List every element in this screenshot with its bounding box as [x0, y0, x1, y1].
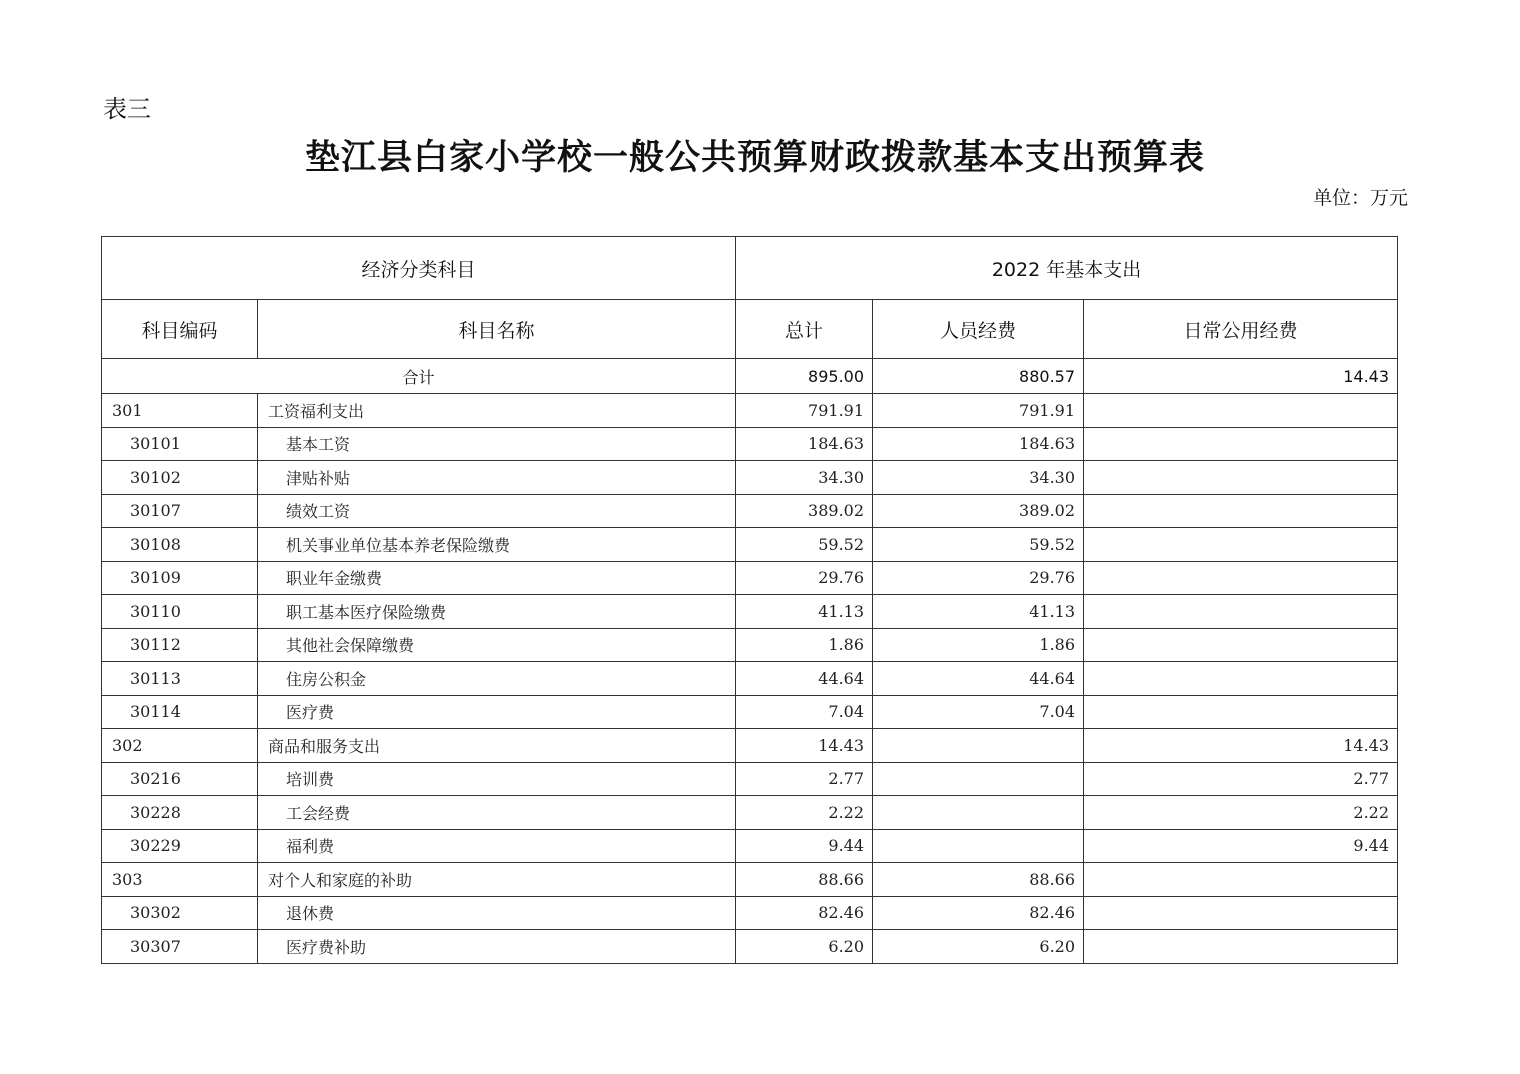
row-personnel: 791.91	[873, 394, 1084, 428]
row-public	[1084, 461, 1398, 495]
row-public	[1084, 930, 1398, 964]
row-total: 6.20	[736, 930, 873, 964]
table-row	[102, 863, 1398, 897]
row-total: 791.91	[736, 394, 873, 428]
year-group-header: 2022 年基本支出	[736, 237, 1398, 300]
row-code: 30113	[102, 662, 258, 696]
row-personnel: 82.46	[873, 896, 1084, 930]
row-code: 30228	[102, 796, 258, 830]
personnel-column-header: 人员经费	[873, 300, 1084, 359]
table-row	[102, 494, 1398, 528]
row-public	[1084, 528, 1398, 562]
row-public: 2.22	[1084, 796, 1398, 830]
row-total: 82.46	[736, 896, 873, 930]
category-group-header: 经济分类科目	[102, 237, 736, 300]
table-row	[102, 896, 1398, 930]
row-public	[1084, 427, 1398, 461]
row-code: 30112	[102, 628, 258, 662]
row-public	[1084, 394, 1398, 428]
sum-personnel: 880.57	[873, 359, 1084, 394]
table-row	[102, 528, 1398, 562]
row-name: 其他社会保障缴费	[258, 628, 736, 662]
row-personnel: 184.63	[873, 427, 1084, 461]
row-name: 对个人和家庭的补助	[258, 863, 736, 897]
row-code: 30110	[102, 595, 258, 629]
row-total: 29.76	[736, 561, 873, 595]
row-public	[1084, 494, 1398, 528]
row-code: 30101	[102, 427, 258, 461]
row-total: 389.02	[736, 494, 873, 528]
row-code: 30302	[102, 896, 258, 930]
row-code: 30102	[102, 461, 258, 495]
unit-label: 单位：万元	[1312, 187, 1408, 209]
row-code: 301	[102, 394, 258, 428]
row-public	[1084, 863, 1398, 897]
row-total: 59.52	[736, 528, 873, 562]
row-personnel: 44.64	[873, 662, 1084, 696]
row-total: 184.63	[736, 427, 873, 461]
row-public	[1084, 662, 1398, 696]
table-row	[102, 595, 1398, 629]
table-row	[102, 628, 1398, 662]
table-row	[102, 662, 1398, 696]
row-total: 2.77	[736, 762, 873, 796]
row-personnel: 34.30	[873, 461, 1084, 495]
sum-row	[102, 359, 1398, 394]
row-personnel: 7.04	[873, 695, 1084, 729]
table-row	[102, 695, 1398, 729]
budget-table	[101, 236, 1398, 964]
row-public: 14.43	[1084, 729, 1398, 763]
table-row	[102, 762, 1398, 796]
row-public	[1084, 695, 1398, 729]
row-name: 职工基本医疗保险缴费	[258, 595, 736, 629]
table-row	[102, 561, 1398, 595]
row-code: 30216	[102, 762, 258, 796]
row-name: 商品和服务支出	[258, 729, 736, 763]
sum-total: 895.00	[736, 359, 873, 394]
row-total: 41.13	[736, 595, 873, 629]
row-code: 30307	[102, 930, 258, 964]
row-name: 医疗费	[258, 695, 736, 729]
row-total: 14.43	[736, 729, 873, 763]
page-title: 垫江县白家小学校一般公共预算财政拨款基本支出预算表	[304, 137, 1205, 178]
row-code: 30114	[102, 695, 258, 729]
row-total: 34.30	[736, 461, 873, 495]
row-total: 88.66	[736, 863, 873, 897]
row-name: 退休费	[258, 896, 736, 930]
row-total: 1.86	[736, 628, 873, 662]
row-code: 30109	[102, 561, 258, 595]
row-total: 44.64	[736, 662, 873, 696]
sum-label: 合计	[102, 359, 736, 394]
row-name: 福利费	[258, 829, 736, 863]
code-column-header: 科目编码	[102, 300, 258, 359]
row-personnel: 41.13	[873, 595, 1084, 629]
table-number-label: 表三	[103, 95, 151, 123]
row-public	[1084, 628, 1398, 662]
row-personnel: 88.66	[873, 863, 1084, 897]
row-public	[1084, 595, 1398, 629]
row-personnel	[873, 729, 1084, 763]
public-column-header: 日常公用经费	[1084, 300, 1398, 359]
row-code: 30229	[102, 829, 258, 863]
row-personnel	[873, 762, 1084, 796]
row-public	[1084, 896, 1398, 930]
row-name: 机关事业单位基本养老保险缴费	[258, 528, 736, 562]
row-personnel: 6.20	[873, 930, 1084, 964]
table-row	[102, 796, 1398, 830]
total-column-header: 总计	[736, 300, 873, 359]
row-code: 30108	[102, 528, 258, 562]
row-name: 医疗费补助	[258, 930, 736, 964]
sum-public: 14.43	[1084, 359, 1398, 394]
row-personnel: 29.76	[873, 561, 1084, 595]
row-total: 2.22	[736, 796, 873, 830]
row-code: 302	[102, 729, 258, 763]
row-total: 9.44	[736, 829, 873, 863]
table-row	[102, 394, 1398, 428]
row-name: 工会经费	[258, 796, 736, 830]
row-total: 7.04	[736, 695, 873, 729]
table-row	[102, 427, 1398, 461]
name-column-header: 科目名称	[258, 300, 736, 359]
row-name: 住房公积金	[258, 662, 736, 696]
row-personnel	[873, 829, 1084, 863]
row-code: 303	[102, 863, 258, 897]
row-personnel	[873, 796, 1084, 830]
group-header-row	[102, 237, 1398, 300]
row-public	[1084, 561, 1398, 595]
row-name: 工资福利支出	[258, 394, 736, 428]
column-header-row	[102, 300, 1398, 359]
row-name: 职业年金缴费	[258, 561, 736, 595]
row-name: 绩效工资	[258, 494, 736, 528]
row-personnel: 389.02	[873, 494, 1084, 528]
table-row	[102, 461, 1398, 495]
row-personnel: 59.52	[873, 528, 1084, 562]
table-row	[102, 930, 1398, 964]
row-code: 30107	[102, 494, 258, 528]
row-name: 基本工资	[258, 427, 736, 461]
row-name: 培训费	[258, 762, 736, 796]
table-row	[102, 829, 1398, 863]
table-row	[102, 729, 1398, 763]
row-public: 9.44	[1084, 829, 1398, 863]
row-name: 津贴补贴	[258, 461, 736, 495]
row-public: 2.77	[1084, 762, 1398, 796]
row-personnel: 1.86	[873, 628, 1084, 662]
